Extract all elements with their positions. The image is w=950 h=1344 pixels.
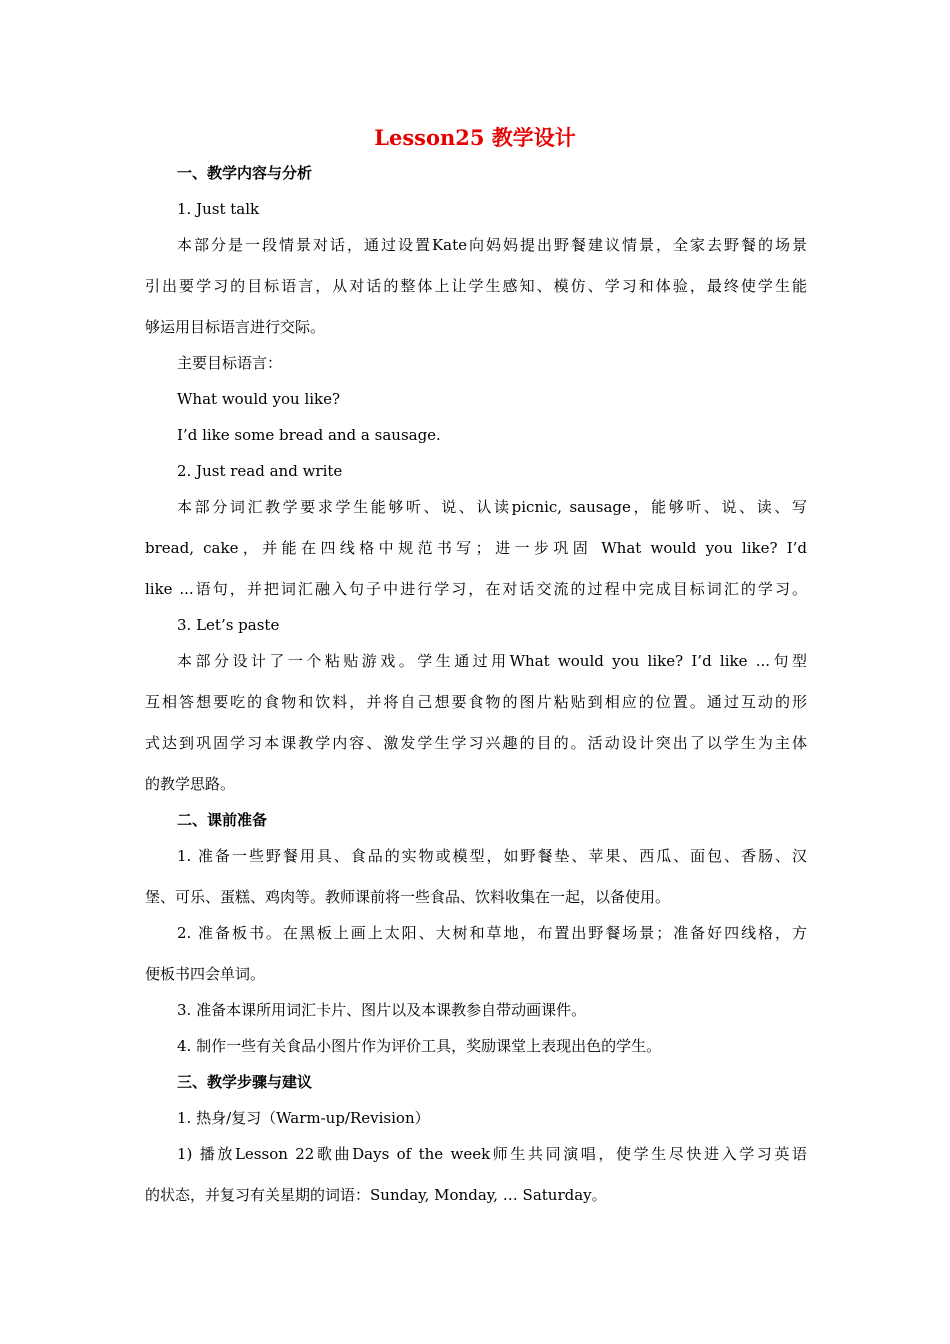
section-heading: 三、教学步骤与建议 <box>177 1073 313 1091</box>
paragraph-line: 1. 准备一些野餐用具、食品的实物或模型，如野餐垫、苹果、西瓜、面包、香肠、汉 <box>177 847 807 865</box>
paragraph-line: 的教学思路。 <box>145 775 236 793</box>
paragraph-line: 引出要学习的目标语言，从对话的整体上让学生感知、模仿、学习和体验，最终使学生能 <box>145 277 807 295</box>
example-sentence: I’d like some bread and a sausage. <box>177 426 441 444</box>
paragraph-line: 1) 播放Lesson 22歌曲Days of the week师生共同演唱，使学生尽快进入学习英语 <box>177 1145 807 1163</box>
paragraph-line: 便板书四会单词。 <box>145 965 266 983</box>
paragraph-line: 主要目标语言： <box>177 354 283 372</box>
paragraph-line: 的状态，并复习有关星期的词语：Sunday, Monday, … Saturday。 <box>145 1186 607 1204</box>
paragraph-line: 2. 准备板书。在黑板上画上太阳、大树和草地，布置出野餐场景；准备好四线格，方 <box>177 924 807 942</box>
section-heading: 二、课前准备 <box>177 811 268 829</box>
paragraph-line: 本部分是一段情景对话，通过设置Kate向妈妈提出野餐建议情景，全家去野餐的场景 <box>177 236 807 254</box>
paragraph-line: 够运用目标语言进行交际。 <box>145 318 326 336</box>
paragraph-line: 本部分设计了一个粘贴游戏。学生通过用What would you like? I’d like ...句型 <box>177 652 807 670</box>
subheading: 1. Just talk <box>177 200 260 218</box>
subheading: 3. Let’s paste <box>177 616 280 634</box>
paragraph-line: 本部分词汇教学要求学生能够听、说、认读picnic, sausage，能够听、说、读、写 <box>177 498 807 516</box>
document-title: Lesson25 教学设计 <box>374 125 576 150</box>
paragraph-line: 式达到巩固学习本课教学内容、激发学生学习兴趣的目的。活动设计突出了以学生为主体 <box>145 734 807 752</box>
example-sentence: What would you like? <box>177 390 341 408</box>
section-heading: 一、教学内容与分析 <box>177 164 313 182</box>
paragraph-line: 3. 准备本课所用词汇卡片、图片以及本课教参自带动画课件。 <box>177 1001 587 1019</box>
subheading: 1. 热身/复习（Warm-up/Revision） <box>177 1109 430 1127</box>
paragraph-line: 4. 制作一些有关食品小图片作为评价工具，奖励课堂上表现出色的学生。 <box>177 1037 662 1055</box>
paragraph-line: 堡、可乐、蛋糕、鸡肉等。教师课前将一些食品、饮料收集在一起，以备使用。 <box>145 888 671 906</box>
paragraph-line: bread, cake，并能在四线格中规范书写；进一步巩固 What would you like? I’d <box>145 539 807 557</box>
paragraph-line: like ...语句，并把词汇融入句子中进行学习，在对话交流的过程中完成目标词汇的学习。 <box>145 580 807 598</box>
subheading: 2. Just read and write <box>177 462 343 480</box>
paragraph-line: 互相答想要吃的食物和饮料，并将自己想要食物的图片粘贴到相应的位置。通过互动的形 <box>145 693 807 711</box>
